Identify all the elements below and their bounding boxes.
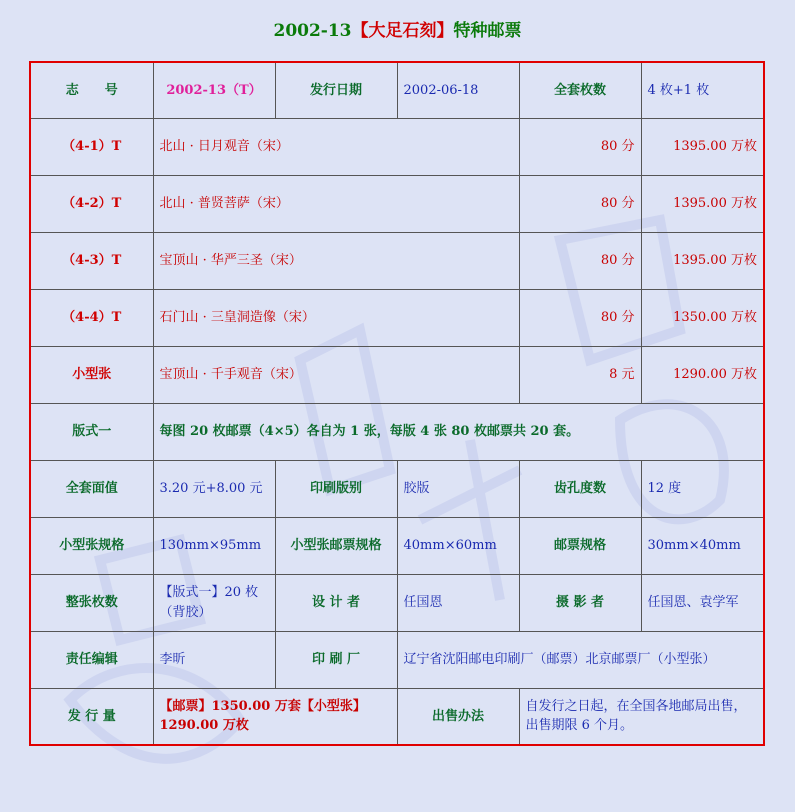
issue-date-value: 2002-06-18	[397, 62, 519, 118]
stamp-name: 石门山 · 三皇洞造像（宋）	[153, 289, 519, 346]
stamp-quantity: 1290.00 万枚	[641, 346, 764, 403]
header-row	[30, 62, 764, 118]
photographer-label: 摄 影 者	[519, 574, 641, 631]
perforation-value: 12 度	[641, 460, 764, 517]
stamp-row	[30, 289, 764, 346]
format-row	[30, 403, 764, 460]
stamp-face-value: 80 分	[519, 289, 641, 346]
specs-row	[30, 688, 764, 745]
stamp-info-table	[29, 61, 765, 746]
printer-label: 印 刷 厂	[275, 631, 397, 688]
page-title: 2002-13【大足石刻】特种邮票	[273, 21, 522, 41]
editor-label: 责任编辑	[30, 631, 153, 688]
stamp-quantity: 1350.00 万枚	[641, 289, 764, 346]
stamp-name: 北山 · 普贤菩萨（宋）	[153, 175, 519, 232]
photographer-value: 任国恩、袁学军	[641, 574, 764, 631]
stamp-row	[30, 232, 764, 289]
specs-row	[30, 574, 764, 631]
print-type-label: 印刷版别	[275, 460, 397, 517]
stamp-code: （4-3）T	[30, 232, 153, 289]
stamp-code: 小型张	[30, 346, 153, 403]
designer-label: 设 计 者	[275, 574, 397, 631]
stamp-quantity: 1395.00 万枚	[641, 232, 764, 289]
sheet-count-value: 【版式一】20 枚（背胶）	[153, 574, 275, 631]
stamp-row	[30, 175, 764, 232]
ms-stamp-size-label: 小型张邮票规格	[275, 517, 397, 574]
format-value: 每图 20 枚邮票（4×5）各自为 1 张，每版 4 张 80 枚邮票共 20 套。	[153, 403, 764, 460]
issue-quantity-label: 发 行 量	[30, 688, 153, 745]
stamp-size-value: 30mm×40mm	[641, 517, 764, 574]
issue-quantity-value: 【邮票】1350.00 万套【小型张】1290.00 万枚	[153, 688, 397, 745]
specs-row	[30, 631, 764, 688]
stamp-name: 北山 · 日月观音（宋）	[153, 118, 519, 175]
face-total-label: 全套面值	[30, 460, 153, 517]
stamp-name: 宝顶山 · 华严三圣（宋）	[153, 232, 519, 289]
set-count-label: 全套枚数	[519, 62, 641, 118]
stamp-code: （4-2）T	[30, 175, 153, 232]
stamp-code: （4-4）T	[30, 289, 153, 346]
stamp-code: （4-1）T	[30, 118, 153, 175]
set-count-value: 4 枚+1 枚	[641, 62, 764, 118]
stamp-row	[30, 346, 764, 403]
editor-value: 李昕	[153, 631, 275, 688]
designer-value: 任国恩	[397, 574, 519, 631]
face-total-value: 3.20 元+8.00 元	[153, 460, 275, 517]
ms-stamp-size-value: 40mm×60mm	[397, 517, 519, 574]
stamp-face-value: 8 元	[519, 346, 641, 403]
stamp-size-label: 邮票规格	[519, 517, 641, 574]
stamp-quantity: 1395.00 万枚	[641, 118, 764, 175]
sale-method-value: 自发行之日起，在全国各地邮局出售，出售期限 6 个月。	[519, 688, 764, 745]
ms-size-label: 小型张规格	[30, 517, 153, 574]
specs-row	[30, 460, 764, 517]
stamp-quantity: 1395.00 万枚	[641, 175, 764, 232]
specs-row	[30, 517, 764, 574]
print-type-value: 胶版	[397, 460, 519, 517]
perforation-label: 齿孔度数	[519, 460, 641, 517]
printer-value: 辽宁省沈阳邮电印刷厂（邮票）北京邮票厂（小型张）	[397, 631, 764, 688]
format-label: 版式一	[30, 403, 153, 460]
stamp-row	[30, 118, 764, 175]
stamp-face-value: 80 分	[519, 232, 641, 289]
sale-method-label: 出售办法	[397, 688, 519, 745]
sheet-count-label: 整张枚数	[30, 574, 153, 631]
ms-size-value: 130mm×95mm	[153, 517, 275, 574]
stamp-face-value: 80 分	[519, 118, 641, 175]
stamp-face-value: 80 分	[519, 175, 641, 232]
zhihao-value: 2002-13（T）	[153, 62, 275, 118]
stamp-name: 宝顶山 · 千手观音（宋）	[153, 346, 519, 403]
issue-date-label: 发行日期	[275, 62, 397, 118]
zhihao-label: 志 号	[30, 62, 153, 118]
